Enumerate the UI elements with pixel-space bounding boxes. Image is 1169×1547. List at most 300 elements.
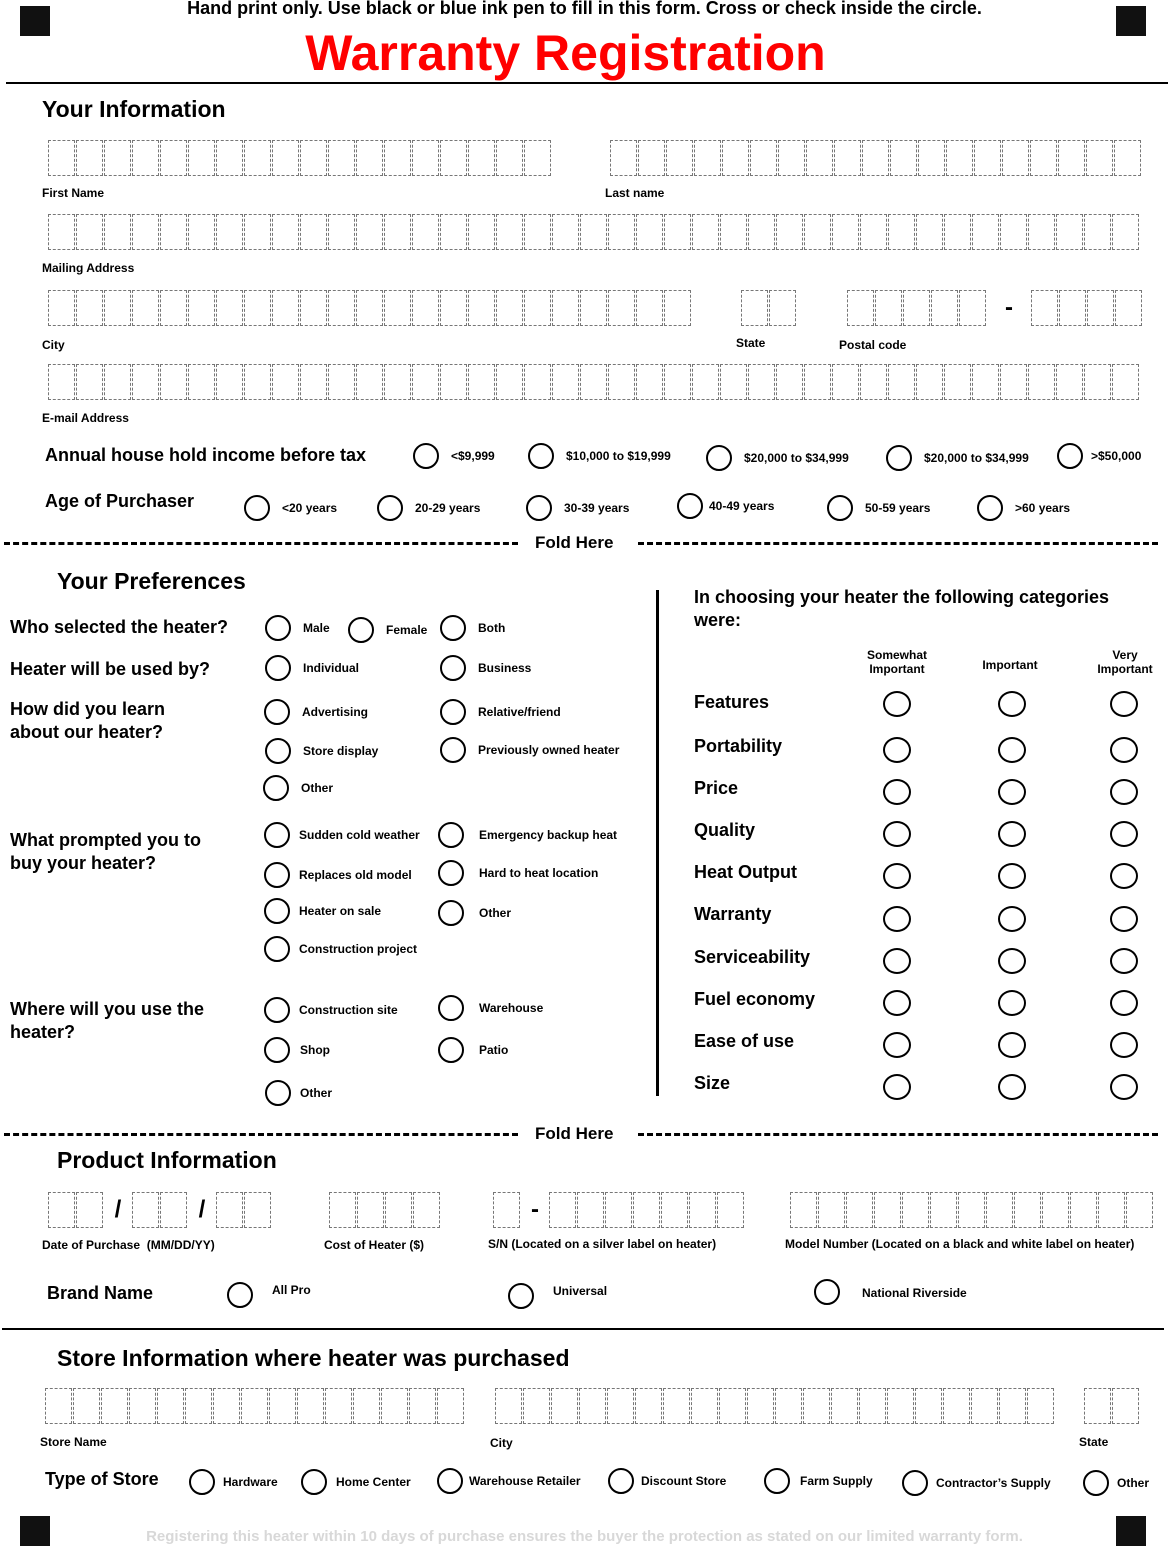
date-box[interactable] xyxy=(244,1192,271,1228)
where-option[interactable]: Construction site xyxy=(264,997,398,1023)
importance-rating-circle[interactable] xyxy=(1110,990,1138,1016)
postal-box[interactable] xyxy=(931,290,958,326)
importance-rating-circle[interactable] xyxy=(883,821,911,847)
char-box[interactable] xyxy=(986,1192,1013,1228)
char-box[interactable] xyxy=(412,214,439,250)
char-box[interactable] xyxy=(160,140,187,176)
radio-circle[interactable] xyxy=(264,862,290,888)
char-box[interactable] xyxy=(104,290,131,326)
char-box[interactable] xyxy=(552,364,579,400)
importance-rating-circle[interactable] xyxy=(998,1032,1026,1058)
char-box[interactable] xyxy=(958,1192,985,1228)
char-box[interactable] xyxy=(551,1388,578,1424)
serial-number-field[interactable] xyxy=(493,1192,745,1228)
char-box[interactable] xyxy=(48,290,75,326)
char-box[interactable] xyxy=(1056,214,1083,250)
email-field[interactable] xyxy=(48,364,1140,400)
char-box[interactable] xyxy=(104,364,131,400)
mailing-address-field[interactable] xyxy=(48,214,1140,250)
radio-circle[interactable] xyxy=(438,1037,464,1063)
char-box[interactable] xyxy=(552,290,579,326)
char-box[interactable] xyxy=(132,140,159,176)
radio-circle[interactable] xyxy=(1057,443,1083,469)
postal-box[interactable] xyxy=(875,290,902,326)
char-box[interactable] xyxy=(664,364,691,400)
date-box[interactable] xyxy=(216,1192,243,1228)
radio-circle[interactable] xyxy=(413,443,439,469)
importance-rating-circle[interactable] xyxy=(998,737,1026,763)
date-box[interactable] xyxy=(76,1192,103,1228)
char-box[interactable] xyxy=(437,1388,464,1424)
char-box[interactable] xyxy=(663,1388,690,1424)
radio-circle[interactable] xyxy=(438,995,464,1021)
char-box[interactable] xyxy=(468,290,495,326)
char-box[interactable] xyxy=(803,1388,830,1424)
age-option[interactable]: 20-29 years xyxy=(377,495,480,521)
char-box[interactable] xyxy=(1112,214,1139,250)
char-box[interactable] xyxy=(846,1192,873,1228)
radio-circle[interactable] xyxy=(677,493,703,519)
char-box[interactable] xyxy=(328,290,355,326)
prompted-option[interactable]: Hard to heat location xyxy=(438,860,598,886)
char-box[interactable] xyxy=(748,214,775,250)
prompted-option[interactable]: Other xyxy=(438,900,511,926)
who-selected-option[interactable]: Female xyxy=(348,617,427,643)
char-box[interactable] xyxy=(930,1192,957,1228)
importance-rating-circle[interactable] xyxy=(883,906,911,932)
store-type-option[interactable]: Home Center xyxy=(301,1469,411,1495)
char-box[interactable] xyxy=(269,1388,296,1424)
sn-box[interactable] xyxy=(493,1192,520,1228)
char-box[interactable] xyxy=(750,140,777,176)
radio-circle[interactable] xyxy=(263,775,289,801)
cost-field[interactable] xyxy=(329,1192,441,1228)
char-box[interactable] xyxy=(887,1388,914,1424)
char-box[interactable] xyxy=(664,214,691,250)
importance-rating-circle[interactable] xyxy=(998,1074,1026,1100)
importance-rating-circle[interactable] xyxy=(883,990,911,1016)
importance-rating-circle[interactable] xyxy=(1110,1074,1138,1100)
char-box[interactable] xyxy=(48,140,75,176)
brand-option[interactable]: Universal xyxy=(508,1283,607,1309)
char-box[interactable] xyxy=(776,364,803,400)
radio-circle[interactable] xyxy=(265,615,291,641)
char-box[interactable] xyxy=(692,214,719,250)
char-box[interactable] xyxy=(1030,140,1057,176)
radio-circle[interactable] xyxy=(265,738,291,764)
char-box[interactable] xyxy=(1014,1192,1041,1228)
importance-rating-circle[interactable] xyxy=(998,779,1026,805)
importance-rating-circle[interactable] xyxy=(883,1032,911,1058)
char-box[interactable] xyxy=(664,290,691,326)
radio-circle[interactable] xyxy=(437,1468,463,1494)
char-box[interactable] xyxy=(384,214,411,250)
char-box[interactable] xyxy=(300,214,327,250)
radio-circle[interactable] xyxy=(265,1080,291,1106)
char-box[interactable] xyxy=(353,1388,380,1424)
sn-box[interactable] xyxy=(661,1192,688,1228)
char-box[interactable] xyxy=(297,1388,324,1424)
char-box[interactable] xyxy=(76,140,103,176)
learn-option[interactable]: Other xyxy=(263,775,333,801)
char-box[interactable] xyxy=(356,364,383,400)
brand-option[interactable]: All Pro xyxy=(227,1282,311,1308)
radio-circle[interactable] xyxy=(377,495,403,521)
radio-circle[interactable] xyxy=(189,1469,215,1495)
age-option[interactable]: 50-59 years xyxy=(827,495,930,521)
char-box[interactable] xyxy=(132,364,159,400)
sn-box[interactable] xyxy=(577,1192,604,1228)
importance-rating-circle[interactable] xyxy=(998,990,1026,1016)
store-type-option[interactable]: Other xyxy=(1083,1470,1149,1496)
date-of-purchase-field[interactable] xyxy=(48,1192,272,1228)
char-box[interactable] xyxy=(972,364,999,400)
char-box[interactable] xyxy=(775,1388,802,1424)
char-box[interactable] xyxy=(76,364,103,400)
char-box[interactable] xyxy=(523,1388,550,1424)
char-box[interactable] xyxy=(610,140,637,176)
char-box[interactable] xyxy=(971,1388,998,1424)
state-field[interactable] xyxy=(741,290,797,326)
char-box[interactable] xyxy=(831,1388,858,1424)
char-box[interactable] xyxy=(580,364,607,400)
char-box[interactable] xyxy=(328,140,355,176)
store-city-field[interactable] xyxy=(495,1388,1055,1424)
char-box[interactable] xyxy=(832,364,859,400)
importance-rating-circle[interactable] xyxy=(1110,821,1138,847)
where-option[interactable]: Warehouse xyxy=(438,995,543,1021)
char-box[interactable] xyxy=(608,290,635,326)
importance-rating-circle[interactable] xyxy=(883,737,911,763)
radio-circle[interactable] xyxy=(301,1469,327,1495)
radio-circle[interactable] xyxy=(227,1282,253,1308)
age-option[interactable]: <20 years xyxy=(244,495,337,521)
radio-circle[interactable] xyxy=(264,1037,290,1063)
char-box[interactable] xyxy=(944,214,971,250)
radio-circle[interactable] xyxy=(438,900,464,926)
char-box[interactable] xyxy=(440,140,467,176)
char-box[interactable] xyxy=(1042,1192,1069,1228)
importance-rating-circle[interactable] xyxy=(1110,691,1138,717)
char-box[interactable] xyxy=(916,214,943,250)
store-type-option[interactable]: Discount Store xyxy=(608,1468,726,1494)
char-box[interactable] xyxy=(244,140,271,176)
radio-circle[interactable] xyxy=(438,860,464,886)
store-type-option[interactable]: Warehouse Retailer xyxy=(437,1468,581,1494)
age-option[interactable]: 40-49 years xyxy=(677,493,774,519)
char-box[interactable] xyxy=(1112,364,1139,400)
importance-rating-circle[interactable] xyxy=(998,821,1026,847)
char-box[interactable] xyxy=(412,290,439,326)
last-name-field[interactable] xyxy=(610,140,1142,176)
char-box[interactable] xyxy=(1058,140,1085,176)
radio-circle[interactable] xyxy=(244,495,270,521)
char-box[interactable] xyxy=(216,140,243,176)
postal-code-field[interactable] xyxy=(847,290,1143,326)
prompted-option[interactable]: Heater on sale xyxy=(264,898,381,924)
char-box[interactable] xyxy=(356,140,383,176)
importance-rating-circle[interactable] xyxy=(998,906,1026,932)
char-box[interactable] xyxy=(468,214,495,250)
char-box[interactable] xyxy=(579,1388,606,1424)
age-option[interactable]: >60 years xyxy=(977,495,1070,521)
char-box[interactable] xyxy=(874,1192,901,1228)
char-box[interactable] xyxy=(524,290,551,326)
char-box[interactable] xyxy=(974,140,1001,176)
char-box[interactable] xyxy=(409,1388,436,1424)
char-box[interactable] xyxy=(944,364,971,400)
char-box[interactable] xyxy=(860,364,887,400)
where-option[interactable]: Shop xyxy=(264,1037,330,1063)
char-box[interactable] xyxy=(188,364,215,400)
postal-box[interactable] xyxy=(1031,290,1058,326)
radio-circle[interactable] xyxy=(264,699,290,725)
char-box[interactable] xyxy=(834,140,861,176)
char-box[interactable] xyxy=(692,364,719,400)
char-box[interactable] xyxy=(272,290,299,326)
char-box[interactable] xyxy=(160,364,187,400)
char-box[interactable] xyxy=(580,290,607,326)
char-box[interactable] xyxy=(691,1388,718,1424)
char-box[interactable] xyxy=(76,290,103,326)
importance-rating-circle[interactable] xyxy=(1110,948,1138,974)
importance-rating-circle[interactable] xyxy=(1110,737,1138,763)
char-box[interactable] xyxy=(157,1388,184,1424)
learn-option[interactable]: Advertising xyxy=(264,699,368,725)
radio-circle[interactable] xyxy=(440,655,466,681)
char-box[interactable] xyxy=(769,290,796,326)
char-box[interactable] xyxy=(943,1388,970,1424)
char-box[interactable] xyxy=(356,290,383,326)
char-box[interactable] xyxy=(496,290,523,326)
char-box[interactable] xyxy=(328,214,355,250)
char-box[interactable] xyxy=(804,214,831,250)
radio-circle[interactable] xyxy=(764,1468,790,1494)
learn-option[interactable]: Store display xyxy=(265,738,378,764)
store-state-field[interactable] xyxy=(1084,1388,1140,1424)
postal-box[interactable] xyxy=(1115,290,1142,326)
char-box[interactable] xyxy=(496,364,523,400)
income-option[interactable]: <$9,999 xyxy=(413,443,495,469)
char-box[interactable] xyxy=(748,364,775,400)
char-box[interactable] xyxy=(413,1192,440,1228)
radio-circle[interactable] xyxy=(827,495,853,521)
char-box[interactable] xyxy=(495,1388,522,1424)
char-box[interactable] xyxy=(902,1192,929,1228)
radio-circle[interactable] xyxy=(264,822,290,848)
importance-rating-circle[interactable] xyxy=(883,1074,911,1100)
char-box[interactable] xyxy=(1112,1388,1139,1424)
char-box[interactable] xyxy=(272,364,299,400)
sn-box[interactable] xyxy=(605,1192,632,1228)
store-name-field[interactable] xyxy=(45,1388,465,1424)
sn-box[interactable] xyxy=(633,1192,660,1228)
store-type-option[interactable]: Farm Supply xyxy=(764,1468,873,1494)
prompted-option[interactable]: Replaces old model xyxy=(264,862,412,888)
radio-circle[interactable] xyxy=(440,615,466,641)
postal-box[interactable] xyxy=(959,290,986,326)
store-type-option[interactable]: Hardware xyxy=(189,1469,278,1495)
char-box[interactable] xyxy=(328,364,355,400)
char-box[interactable] xyxy=(496,140,523,176)
char-box[interactable] xyxy=(638,140,665,176)
char-box[interactable] xyxy=(888,214,915,250)
char-box[interactable] xyxy=(381,1388,408,1424)
char-box[interactable] xyxy=(1028,214,1055,250)
char-box[interactable] xyxy=(720,214,747,250)
radio-circle[interactable] xyxy=(706,445,732,471)
char-box[interactable] xyxy=(216,214,243,250)
char-box[interactable] xyxy=(1084,364,1111,400)
radio-circle[interactable] xyxy=(438,822,464,848)
radio-circle[interactable] xyxy=(902,1470,928,1496)
char-box[interactable] xyxy=(524,214,551,250)
char-box[interactable] xyxy=(918,140,945,176)
char-box[interactable] xyxy=(104,140,131,176)
char-box[interactable] xyxy=(1056,364,1083,400)
radio-circle[interactable] xyxy=(814,1279,840,1305)
char-box[interactable] xyxy=(384,364,411,400)
radio-circle[interactable] xyxy=(348,617,374,643)
char-box[interactable] xyxy=(832,214,859,250)
date-box[interactable] xyxy=(160,1192,187,1228)
char-box[interactable] xyxy=(241,1388,268,1424)
char-box[interactable] xyxy=(790,1192,817,1228)
radio-circle[interactable] xyxy=(440,737,466,763)
char-box[interactable] xyxy=(1002,140,1029,176)
where-option[interactable]: Patio xyxy=(438,1037,508,1063)
char-box[interactable] xyxy=(607,1388,634,1424)
radio-circle[interactable] xyxy=(440,699,466,725)
learn-option[interactable]: Relative/friend xyxy=(440,699,561,725)
char-box[interactable] xyxy=(862,140,889,176)
importance-rating-circle[interactable] xyxy=(998,863,1026,889)
importance-rating-circle[interactable] xyxy=(883,779,911,805)
char-box[interactable] xyxy=(160,290,187,326)
postal-box[interactable] xyxy=(847,290,874,326)
postal-box[interactable] xyxy=(1087,290,1114,326)
char-box[interactable] xyxy=(722,140,749,176)
date-box[interactable] xyxy=(132,1192,159,1228)
char-box[interactable] xyxy=(741,290,768,326)
char-box[interactable] xyxy=(132,214,159,250)
importance-rating-circle[interactable] xyxy=(998,948,1026,974)
char-box[interactable] xyxy=(747,1388,774,1424)
radio-circle[interactable] xyxy=(526,495,552,521)
char-box[interactable] xyxy=(185,1388,212,1424)
char-box[interactable] xyxy=(636,290,663,326)
importance-rating-circle[interactable] xyxy=(1110,863,1138,889)
sn-box[interactable] xyxy=(717,1192,744,1228)
importance-rating-circle[interactable] xyxy=(1110,1032,1138,1058)
sn-box[interactable] xyxy=(549,1192,576,1228)
used-by-option[interactable]: Individual xyxy=(265,655,359,681)
char-box[interactable] xyxy=(496,214,523,250)
char-box[interactable] xyxy=(73,1388,100,1424)
importance-rating-circle[interactable] xyxy=(998,691,1026,717)
char-box[interactable] xyxy=(1086,140,1113,176)
char-box[interactable] xyxy=(1028,364,1055,400)
char-box[interactable] xyxy=(272,214,299,250)
char-box[interactable] xyxy=(1098,1192,1125,1228)
char-box[interactable] xyxy=(244,364,271,400)
radio-circle[interactable] xyxy=(508,1283,534,1309)
char-box[interactable] xyxy=(888,364,915,400)
used-by-option[interactable]: Business xyxy=(440,655,531,681)
char-box[interactable] xyxy=(384,140,411,176)
income-option[interactable]: $20,000 to $34,999 xyxy=(706,445,849,471)
first-name-field[interactable] xyxy=(48,140,552,176)
income-option[interactable]: >$50,000 xyxy=(1057,443,1141,469)
char-box[interactable] xyxy=(859,1388,886,1424)
where-option[interactable]: Other xyxy=(265,1080,332,1106)
char-box[interactable] xyxy=(188,290,215,326)
char-box[interactable] xyxy=(860,214,887,250)
char-box[interactable] xyxy=(999,1388,1026,1424)
char-box[interactable] xyxy=(1027,1388,1054,1424)
char-box[interactable] xyxy=(412,364,439,400)
char-box[interactable] xyxy=(666,140,693,176)
char-box[interactable] xyxy=(216,364,243,400)
postal-box[interactable] xyxy=(1059,290,1086,326)
char-box[interactable] xyxy=(1070,1192,1097,1228)
who-selected-option[interactable]: Both xyxy=(440,615,505,641)
sn-box[interactable] xyxy=(689,1192,716,1228)
income-option[interactable]: $20,000 to $34,999 xyxy=(886,445,1029,471)
char-box[interactable] xyxy=(76,214,103,250)
char-box[interactable] xyxy=(45,1388,72,1424)
char-box[interactable] xyxy=(132,290,159,326)
char-box[interactable] xyxy=(916,364,943,400)
char-box[interactable] xyxy=(440,214,467,250)
char-box[interactable] xyxy=(272,140,299,176)
char-box[interactable] xyxy=(188,140,215,176)
radio-circle[interactable] xyxy=(886,445,912,471)
char-box[interactable] xyxy=(608,214,635,250)
radio-circle[interactable] xyxy=(608,1468,634,1494)
char-box[interactable] xyxy=(129,1388,156,1424)
date-box[interactable] xyxy=(48,1192,75,1228)
char-box[interactable] xyxy=(818,1192,845,1228)
char-box[interactable] xyxy=(48,214,75,250)
importance-rating-circle[interactable] xyxy=(883,863,911,889)
char-box[interactable] xyxy=(806,140,833,176)
char-box[interactable] xyxy=(804,364,831,400)
radio-circle[interactable] xyxy=(977,495,1003,521)
char-box[interactable] xyxy=(1000,214,1027,250)
char-box[interactable] xyxy=(524,140,551,176)
radio-circle[interactable] xyxy=(264,898,290,924)
char-box[interactable] xyxy=(300,364,327,400)
char-box[interactable] xyxy=(244,290,271,326)
prompted-option[interactable]: Construction project xyxy=(264,936,417,962)
char-box[interactable] xyxy=(188,214,215,250)
prompted-option[interactable]: Sudden cold weather xyxy=(264,822,420,848)
char-box[interactable] xyxy=(580,214,607,250)
char-box[interactable] xyxy=(412,140,439,176)
char-box[interactable] xyxy=(300,140,327,176)
char-box[interactable] xyxy=(325,1388,352,1424)
radio-circle[interactable] xyxy=(265,655,291,681)
char-box[interactable] xyxy=(329,1192,356,1228)
char-box[interactable] xyxy=(719,1388,746,1424)
char-box[interactable] xyxy=(1084,1388,1111,1424)
char-box[interactable] xyxy=(608,364,635,400)
char-box[interactable] xyxy=(635,1388,662,1424)
char-box[interactable] xyxy=(890,140,917,176)
char-box[interactable] xyxy=(213,1388,240,1424)
importance-rating-circle[interactable] xyxy=(1110,906,1138,932)
